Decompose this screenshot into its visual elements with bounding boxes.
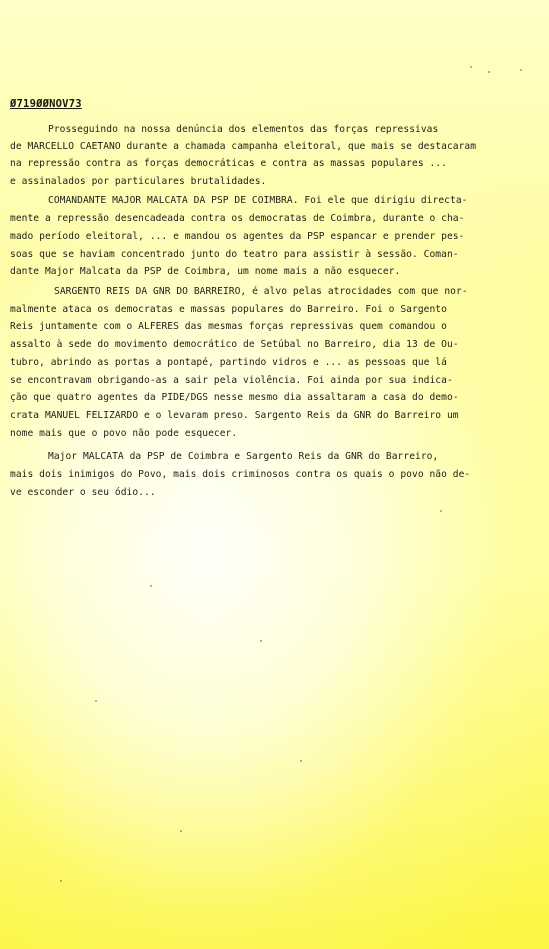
- text-line: Prosseguindo na nossa denúncia dos elementos das forças repressivas: [48, 124, 439, 135]
- scan-speck: [60, 880, 62, 882]
- text-line: ve esconder o seu ódio...: [10, 487, 156, 498]
- text-line: crata MANUEL FELIZARDO e o levaram preso. Sargento Reis da GNR do Barreiro um: [10, 410, 459, 421]
- text-line: de MARCELLO CAETANO durante a chamada campanha eleitoral, que mais se destacaram: [10, 141, 477, 152]
- document-reference: Ø719ØØNOV73: [10, 98, 82, 110]
- text-line: dante Major Malcata da PSP de Coimbra, um nome mais a não esquecer.: [10, 266, 401, 277]
- scan-speck: [180, 830, 182, 832]
- text-line: na repressão contra as forças democráticas e contra as massas populares ...: [10, 158, 447, 169]
- text-line: assalto à sede do movimento democrático de Setúbal no Barreiro, dia 13 de Ou-: [10, 339, 459, 350]
- text-line: e assinalados por particulares brutalidades.: [10, 176, 267, 187]
- text-line: COMANDANTE MAJOR MALCATA DA PSP DE COIMBRA. Foi ele que dirigiu directa-: [48, 195, 468, 206]
- text-line: Major MALCATA da PSP de Coimbra e Sargento Reis da GNR do Barreiro,: [48, 451, 439, 462]
- scan-speck: [95, 700, 97, 702]
- scan-speck: [488, 71, 490, 73]
- text-line: soas que se haviam concentrado junto do teatro para assistir à sessão. Coman-: [10, 249, 459, 260]
- text-line: se encontravam obrigando-as a sair pela violência. Foi ainda por sua indica-: [10, 375, 453, 386]
- text-line: tubro, abrindo as portas a pontapé, partindo vidros e ... as pessoas que lá: [10, 357, 447, 368]
- text-line: SARGENTO REIS DA GNR DO BARREIRO, é alvo pelas atrocidades com que nor-: [54, 286, 468, 297]
- text-line: nome mais que o povo não pode esquecer.: [10, 428, 238, 439]
- text-line: mente a repressão desencadeada contra os democratas de Coimbra, durante o cha-: [10, 213, 465, 224]
- scan-speck: [520, 69, 522, 71]
- scan-speck: [440, 510, 442, 512]
- scan-speck: [470, 66, 472, 68]
- text-line: malmente ataca os democratas e massas populares do Barreiro. Foi o Sargento: [10, 304, 447, 315]
- text-line: mado período eleitoral, ... e mandou os agentes da PSP espancar e prender pes-: [10, 231, 465, 242]
- scan-speck: [150, 585, 152, 587]
- text-line: mais dois inimigos do Povo, mais dois criminosos contra os quais o povo não de-: [10, 469, 471, 480]
- scan-speck: [260, 640, 262, 642]
- scan-speck: [300, 760, 302, 762]
- text-line: Reis juntamente com o ALFERES das mesmas forças repressivas quem comandou o: [10, 321, 447, 332]
- text-line: ção que quatro agentes da PIDE/DGS nesse mesmo dia assaltaram a casa do demo-: [10, 392, 459, 403]
